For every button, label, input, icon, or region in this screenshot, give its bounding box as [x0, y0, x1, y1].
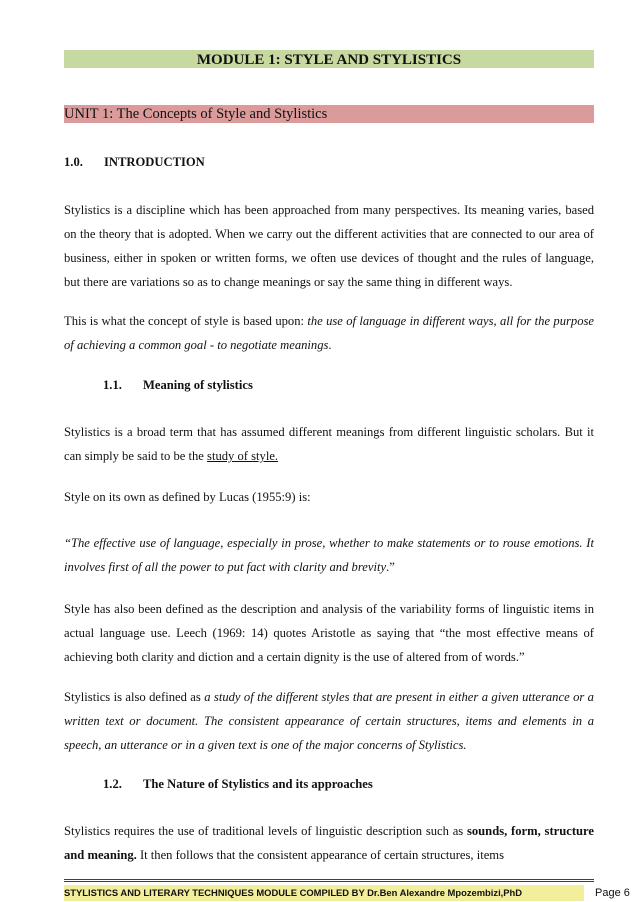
subsection-number: 1.2.: [103, 777, 122, 791]
text-span: It then follows that the consistent appearance of certain structures, items: [136, 848, 504, 862]
italic-text: “The effective use of language, especially in prose, whether to make statements or to rouse emotions. It involves first of all the power to put fact with clarity and brevity: [64, 536, 594, 574]
section-heading-introduction: [64, 155, 205, 170]
intro-paragraph-1: Stylistics is a discipline which has been approached from many perspectives. Its meaning varies, based on the theory that is adopted. When we carry out the different activities that are connected to our area of business, either in spoken or written forms, we often use devices of thought and the rules of language, but there are variations so as to change meanings or say the same thing in different ways.: [64, 203, 594, 289]
page-number: Page 6: [595, 887, 630, 899]
subsection-heading-text: The Nature of Stylistics and its approaches: [143, 777, 373, 791]
module-title: MODULE 1: STYLE AND STYLISTICS: [64, 50, 594, 68]
nature-paragraph-1: [64, 819, 594, 867]
meaning-paragraph-4: [64, 685, 594, 757]
subsection-heading-nature: [103, 777, 373, 792]
bold-text: sounds, form, structure and meaning.: [64, 824, 594, 862]
intro-paragraph-2: [64, 309, 594, 357]
unit-title: UNIT 1: The Concepts of Style and Stylistics: [64, 105, 594, 123]
text-span: Stylistics requires the use of traditional levels of linguistic description such as: [64, 824, 467, 838]
section-heading-text: INTRODUCTION: [104, 155, 205, 169]
subsection-heading-meaning: [103, 378, 253, 393]
meaning-paragraph-2: Style on its own as defined by Lucas (1955:9) is:: [64, 490, 311, 504]
text-span: Stylistics is also defined as: [64, 690, 205, 704]
text-span: .”: [386, 560, 395, 574]
page-footer: [64, 879, 630, 901]
text-span: .: [328, 338, 332, 352]
section-number: 1.0.: [64, 155, 83, 169]
meaning-paragraph-3: Style has also been defined as the description and analysis of the variability forms of linguistic items in actual language use. Leech (1969: 14) quotes Aristotle as saying that “the most effective means of achieving both clarity and diction and a certain dignity is the use of altered from of words.”: [64, 602, 594, 664]
text-span: This is what the concept of style is based upon:: [64, 314, 308, 328]
subsection-number: 1.1.: [103, 378, 122, 392]
text-span: Stylistics is a broad term that has assumed different meanings from different linguistic scholars. But it can simply be said to be the: [64, 425, 594, 463]
meaning-paragraph-1: [64, 420, 594, 468]
lucas-quote: [64, 531, 594, 579]
subsection-heading-text: Meaning of stylistics: [143, 378, 253, 392]
footer-rule: [64, 879, 594, 882]
italic-text: a study of the different styles that are present in either a given utterance or a written text or document. The consistent appearance of certain structures, items and elements in a speech, an utterance or in a given text is one of the major concerns of Stylistics.: [64, 690, 594, 752]
underlined-text: study of style.: [207, 449, 279, 463]
footer-text: STYLISTICS AND LITERARY TECHNIQUES MODULE COMPILED BY Dr.Ben Alexandre Mpozembizi,PhD: [64, 885, 584, 901]
italic-text: the use of language in different ways, all for the purpose of achieving a common goal - to negotiate meanings: [64, 314, 594, 352]
